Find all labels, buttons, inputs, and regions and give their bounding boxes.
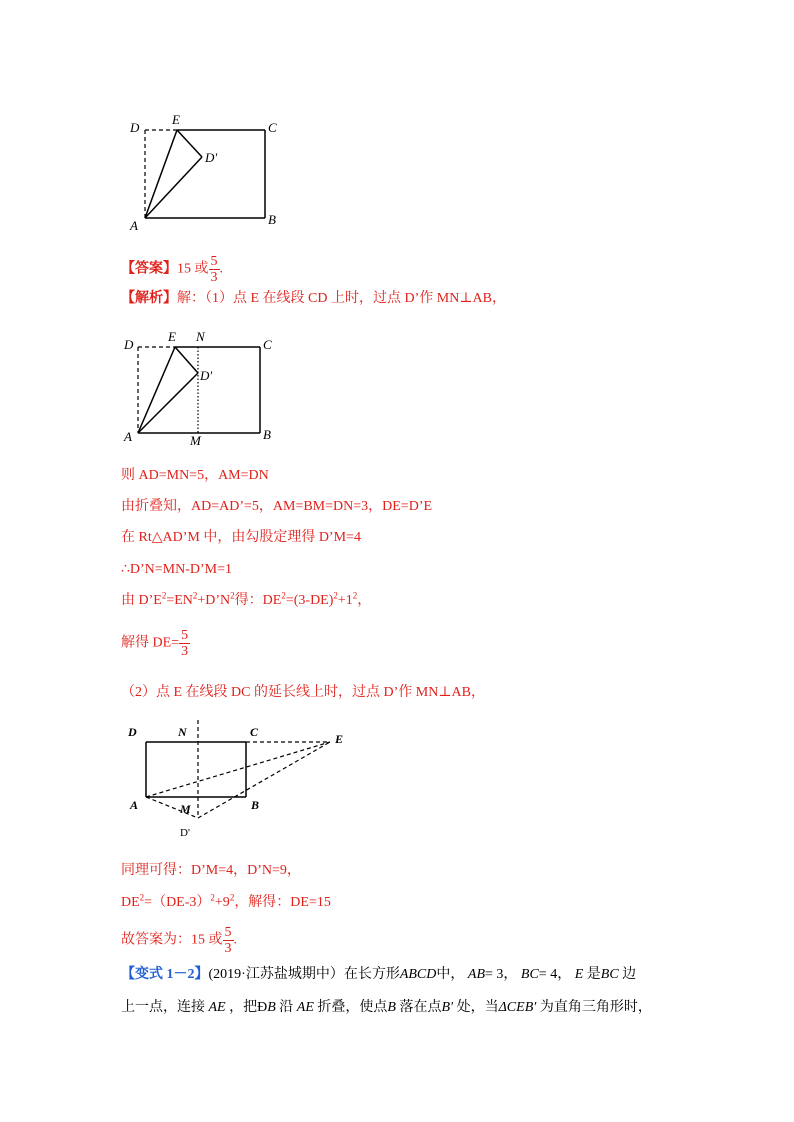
eq-part: =（DE-3） (144, 895, 211, 910)
math-bprime: B′ (441, 1000, 454, 1015)
figure-2 (120, 325, 290, 450)
answer-den: 3 (210, 270, 218, 285)
label-b: B (263, 427, 271, 442)
sup: 2 (139, 892, 145, 903)
answer-line (121, 254, 223, 285)
variant-text: 落在点 (399, 1000, 442, 1015)
answer-fraction (209, 254, 220, 285)
variant-text: (2019·江苏盐城期中）在长方形 (208, 967, 400, 982)
label-e: E (168, 329, 176, 344)
label-a: A (130, 798, 139, 812)
eq-part: +1 (337, 593, 353, 608)
label-m: M (180, 802, 191, 816)
eq-part: +9 (214, 895, 230, 910)
label-b: B (251, 798, 260, 812)
variant-text: ，把Ð (229, 1000, 268, 1015)
solution-line-7: （2）点 E 在线段 DC 的延长线上时，过点 D’作 MN⊥AB， (121, 685, 485, 700)
solution-line-10 (121, 925, 237, 956)
sup: 2 (192, 590, 198, 601)
math-ab: AB (467, 967, 485, 982)
label-e: E (335, 732, 344, 746)
edge-ae (138, 347, 175, 433)
math-ae: AE (208, 1000, 226, 1015)
label-e: E (172, 112, 180, 127)
label-m: M (190, 433, 201, 448)
answer-num: 5 (210, 254, 218, 269)
variant-tag: 【变式 1－2】 (121, 967, 209, 982)
edge-dpe-dashed (198, 742, 330, 818)
frac-den: 3 (224, 941, 232, 956)
solution-line-1: 则 AD=MN=5，AM=DN (121, 468, 269, 483)
solution-line-8: 同理可得：D’M=4，D’N=9， (121, 863, 301, 878)
eq-part: 由 D’E (121, 593, 162, 608)
variant-text: 中， (436, 967, 465, 982)
label-n: N (178, 725, 187, 739)
variant-text: 是 (586, 967, 601, 982)
edge-adp (145, 157, 202, 218)
label-dprime: D′ (200, 368, 213, 383)
figure-1 (120, 110, 290, 240)
fraction (223, 925, 234, 956)
solution-line-6 (121, 628, 190, 659)
eq-part: . (233, 932, 237, 948)
math-b: B (267, 1000, 276, 1015)
sup: 2 (352, 590, 358, 601)
label-dprime: D′ (205, 150, 218, 165)
solution-line-5 (121, 592, 371, 610)
math-bc: BC (600, 967, 619, 982)
math-b: B (387, 1000, 396, 1015)
solution-line-3: 在 Rt△AD’M 中，由勾股定理得 D’M=4 (121, 530, 361, 545)
frac-num: 5 (181, 628, 189, 643)
variant-line-2 (121, 999, 652, 1017)
edge-edp (175, 347, 198, 373)
label-d: D (124, 337, 134, 352)
label-a: A (130, 218, 138, 233)
sup: 2 (281, 590, 286, 601)
math-e: E (574, 967, 584, 982)
label-c: C (268, 120, 277, 135)
answer-text-b: . (219, 261, 223, 277)
analysis-tag: 【解析】 (121, 291, 177, 306)
math-ae: AE (296, 1000, 314, 1015)
variant-text: 为直角三角形时， (539, 1000, 652, 1015)
answer-text-a: 15 或 (177, 261, 209, 277)
eq-part: 得：DE (234, 593, 282, 608)
solution-line-4: ∴D’N=MN-D’M=1 (121, 562, 233, 577)
eq-part: =EN (166, 593, 193, 608)
variant-text: = 4， (538, 967, 572, 982)
label-n: N (196, 329, 205, 344)
sup: 2 (229, 892, 235, 903)
label-c: C (263, 337, 272, 352)
edge-edp (177, 130, 202, 157)
eq-part: +D’N (197, 593, 231, 608)
label-dprime: D' (180, 827, 190, 839)
solution-line-2: 由折叠知，AD=AD’=5，AM=BM=DN=3，DE=D’E (121, 499, 433, 514)
variant-text: 沿 (279, 1000, 294, 1015)
variant-text: 边 (622, 967, 637, 982)
answer-tag: 【答案】 (121, 261, 177, 277)
edge-ae-dashed (146, 742, 330, 797)
sup: 2 (230, 590, 235, 601)
frac-num: 5 (224, 925, 232, 940)
frac-den: 3 (181, 644, 189, 659)
label-c: C (250, 725, 259, 739)
label-b: B (268, 212, 276, 227)
eq-part: ， (357, 593, 372, 608)
solution-line-9 (121, 894, 331, 912)
label-a: A (124, 429, 132, 444)
eq-part: =(3-DE) (285, 593, 334, 608)
fraction (179, 628, 190, 659)
edge-adp (138, 373, 198, 433)
variant-text: 折叠，使点 (317, 1000, 388, 1015)
analysis-text: 解：（1）点 E 在线段 CD 上时，过点 D’作 MN⊥AB， (177, 291, 506, 306)
eq-part: DE (121, 895, 140, 910)
variant-text: = 3， (485, 967, 518, 982)
variant-text: 上一点，连接 (121, 1000, 205, 1015)
math-bc: BC (520, 967, 539, 982)
label-d: D (128, 725, 137, 739)
variant-line-1 (121, 966, 636, 984)
edge-ae (145, 130, 177, 218)
eq-part: 故答案为：15 或 (121, 932, 223, 948)
analysis-line (121, 290, 506, 308)
eq-part: 解得 DE= (121, 635, 180, 651)
sup: 2 (161, 590, 167, 601)
sup: 2 (210, 892, 215, 903)
figure-3 (120, 718, 360, 843)
variant-text: 处，当 (456, 1000, 499, 1015)
sup: 2 (333, 590, 338, 601)
eq-part: ，解得：DE=15 (234, 895, 331, 910)
label-d: D (130, 120, 140, 135)
math-abcd: ABCD (399, 967, 437, 982)
math-triangle: ΔCEB′ (498, 1000, 537, 1015)
